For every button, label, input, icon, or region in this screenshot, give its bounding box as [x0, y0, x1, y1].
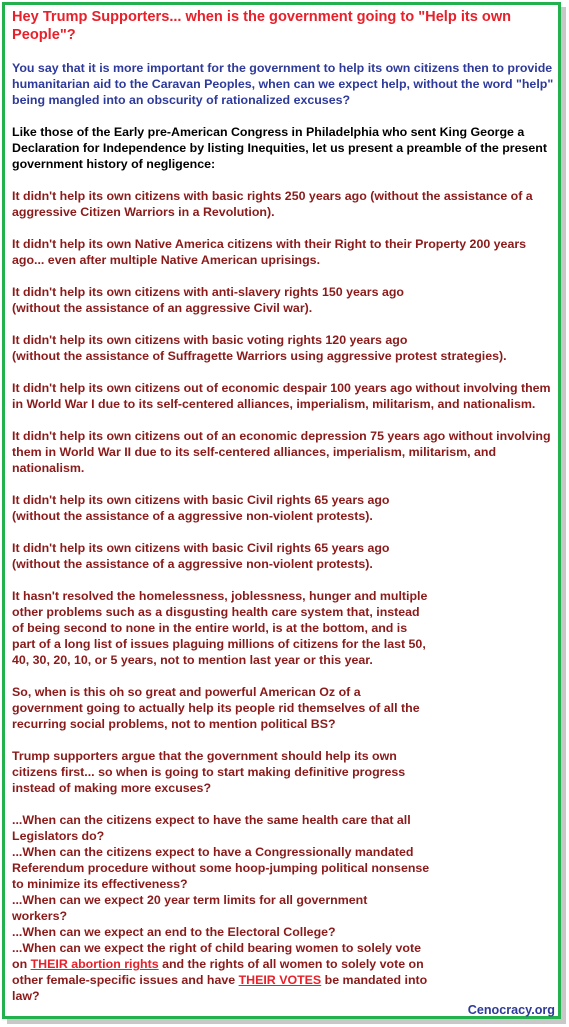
cenocracy-brand: Cenocracy.org	[467, 1003, 555, 1017]
inequity-4: It didn't help its own citizens with basic voting rights 120 years ago (without the assistance of Suffragette Warriors using aggressive protest strategies).	[12, 333, 507, 363]
supporters-argue-paragraph: Trump supporters argue that the government should help its own citizens first... so when is going to start making definitive progress instead of making more excuses?	[12, 749, 406, 795]
question-womens-rights	[12, 941, 427, 1003]
abortion-rights-link[interactable]: THEIR abortion rights	[30, 957, 159, 971]
inequity-7: It didn't help its own citizens with basic Civil rights 65 years ago (without the assistance of a aggressive non-violent protests).	[12, 493, 390, 523]
inequity-6: It didn't help its own citizens out of an economic depression 75 years ago without involving them in World War II due to its self-centered alliances, imperialism, militarism, and nationalism.	[12, 429, 551, 475]
unresolved-paragraph: It hasn't resolved the homelessness, joblessness, hunger and multiple other problems such as a disgusting health care system that, instead of being second to none in the entire world, is at the bottom, and is part of a long list of issues plaguing millions of citizens for the last 50, 40, 30, 20, 10, or 5 years, not to mention last year or this year.	[12, 589, 428, 667]
inequity-3: It didn't help its own citizens with anti-slavery rights 150 years ago (without the assistance of an aggressive Civil war).	[12, 285, 404, 315]
question-referendum: ...When can the citizens expect to have a Congressionally mandated Referendum procedure without some hoop-jumping political nonsense to minimize its effectiveness?	[12, 845, 430, 891]
question-womens-rights-part3: be mandated into law?	[12, 973, 428, 1003]
question-health-care: ...When can the citizens expect to have the same health care that all Legislators do?	[12, 813, 411, 843]
article-content	[12, 8, 557, 1004]
oz-question-paragraph: So, when is this oh so great and powerful American Oz of a government going to actually help its people rid themselves of all the recurring social problems, not to mention political BS?	[12, 685, 420, 731]
questions-list	[12, 812, 557, 1004]
question-womens-rights-part2: and the rights of all women to solely vote on other female-specific issues and have	[12, 957, 424, 987]
their-votes-link[interactable]: THEIR VOTES	[238, 973, 322, 987]
inequity-1: It didn't help its own citizens with basic rights 250 years ago (without the assistance of a aggressive Citizen Warriors in a Revolution).	[12, 189, 533, 219]
question-womens-rights-part1: ...When can we expect the right of child bearing women to solely vote on	[12, 941, 421, 971]
page-title: Hey Trump Supporters... when is the government going to "Help its own People"?	[12, 9, 512, 43]
intro-paragraph: You say that it is more important for the government to help its own citizens then to provide humanitarian aid to the Caravan Peoples, when can we expect help, without the word "help" being mangled into an obscurity of rationalized excuses?	[12, 61, 554, 107]
preamble-paragraph: Like those of the Early pre-American Congress in Philadelphia who sent King George a Declaration for Independence by listing Inequities, let us present a preamble of the present government history of negligence:	[12, 125, 547, 171]
question-term-limits: ...When can we expect 20 year term limits for all government workers?	[12, 893, 368, 923]
question-electoral-college: ...When can we expect an end to the Electoral College?	[12, 925, 336, 939]
inequity-8: It didn't help its own citizens with basic Civil rights 65 years ago (without the assistance of a aggressive non-violent protests).	[12, 541, 390, 571]
inequity-2: It didn't help its own Native America citizens with their Right to their Property 200 years ago... even after multiple Native American uprisings.	[12, 237, 527, 267]
inequity-5: It didn't help its own citizens out of economic despair 100 years ago without involving them in World War I due to its self-centered alliances, imperialism, militarism, and nationalism.	[12, 381, 551, 411]
